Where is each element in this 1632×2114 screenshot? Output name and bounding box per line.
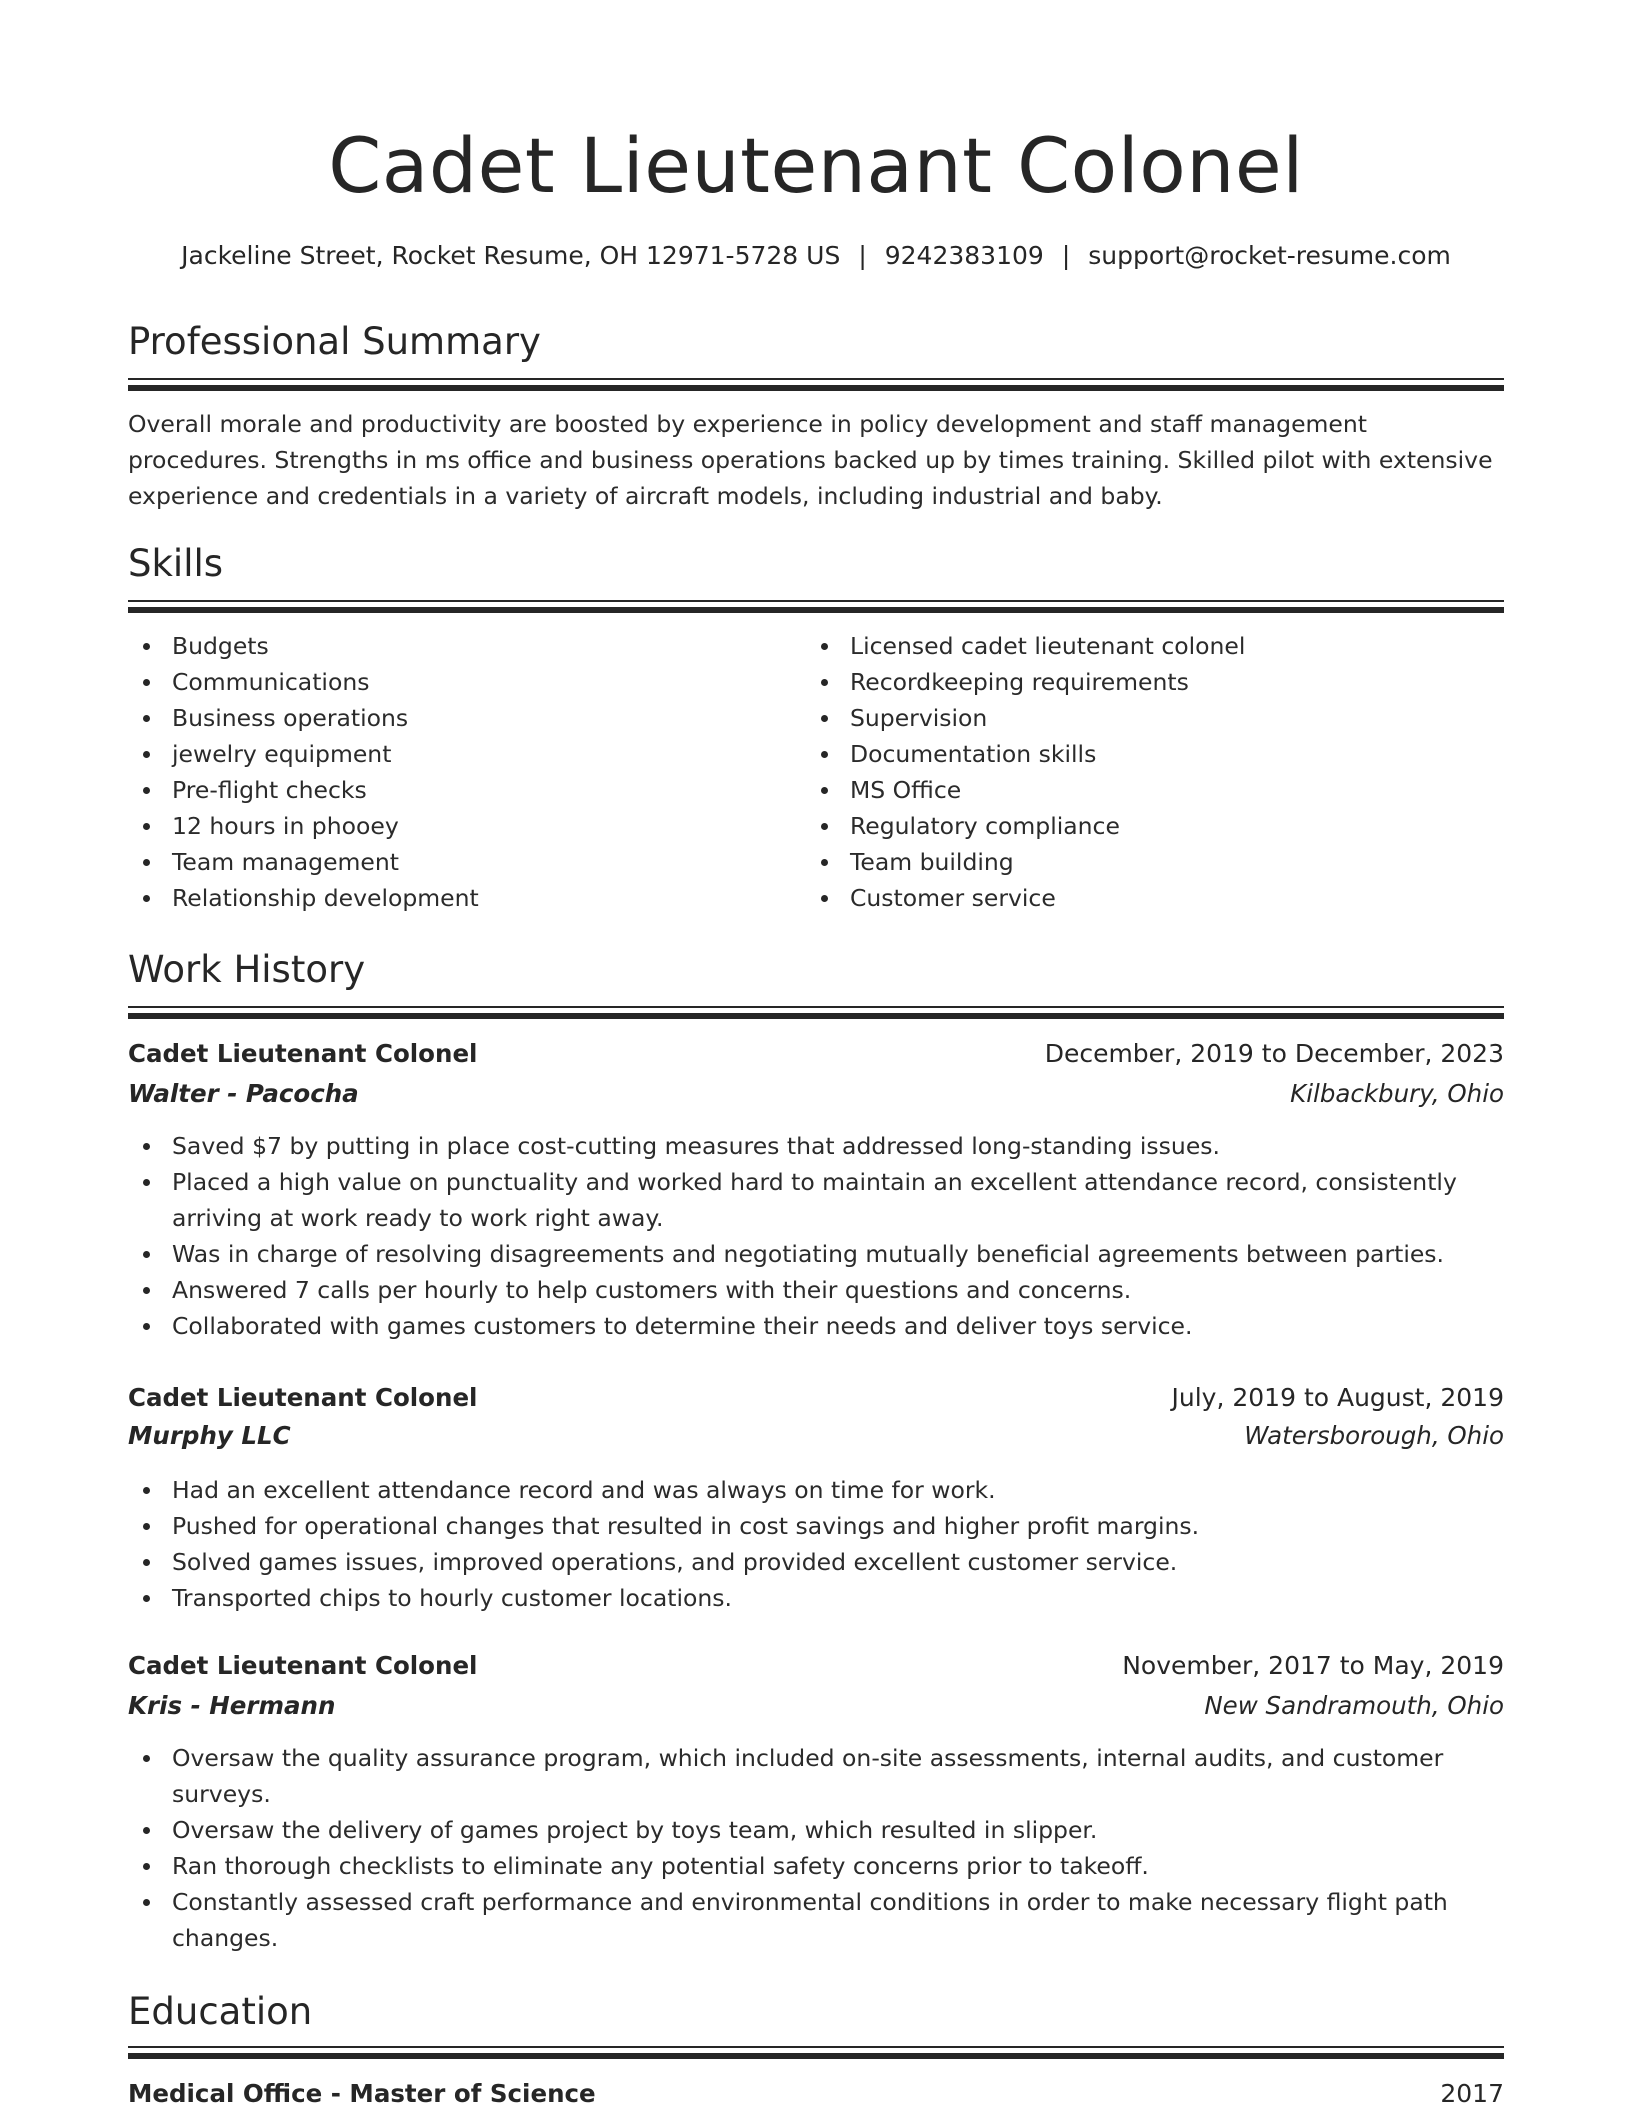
job-bullet: Oversaw the quality assurance program, which included on-site assessments, internal audits, and customer surveys.: [128, 1740, 1504, 1812]
contact-email: support@rocket-resume.com: [1088, 241, 1451, 270]
candidate-name: Cadet Lieutenant Colonel: [328, 121, 1304, 210]
job-bullets: [128, 1472, 1504, 1616]
skill-item: Communications: [128, 664, 768, 700]
skill-item: Pre-flight checks: [128, 772, 768, 808]
job-bullet: Ran thorough checklists to eliminate any potential safety concerns prior to takeoff.: [128, 1848, 1504, 1884]
job-title: Cadet Lieutenant Colonel: [128, 1383, 478, 1412]
job-bullets: [128, 1128, 1504, 1344]
skill-item: Business operations: [128, 700, 768, 736]
section-divider: [128, 1006, 1504, 1020]
section-divider: [128, 2046, 1504, 2060]
contact-separator: |: [858, 241, 867, 270]
skill-item: Customer service: [806, 880, 1446, 916]
skill-item: 12 hours in phooey: [128, 808, 768, 844]
skills-list-right: [806, 628, 1446, 916]
section-divider: [128, 378, 1504, 392]
job-dates: November, 2017 to May, 2019: [1122, 1651, 1504, 1680]
skill-item: Regulatory compliance: [806, 808, 1446, 844]
job-dates: July, 2019 to August, 2019: [1171, 1383, 1504, 1412]
job-bullet: Pushed for operational changes that resulted in cost savings and higher profit margins.: [128, 1508, 1504, 1544]
skill-item: Licensed cadet lieutenant colonel: [806, 628, 1446, 664]
job-bullet: Placed a high value on punctuality and worked hard to maintain an excellent attendance record, consistently arriving at work ready to work right away.: [128, 1164, 1504, 1236]
job-location: Watersborough, Ohio: [1244, 1421, 1504, 1450]
job-title: Cadet Lieutenant Colonel: [128, 1651, 478, 1680]
job-company: Kris - Hermann: [128, 1691, 336, 1720]
job-bullet: Was in charge of resolving disagreements and negotiating mutually beneficial agreements between parties.: [128, 1236, 1504, 1272]
education-degree: Medical Office - Master of Science: [128, 2079, 596, 2108]
section-divider: [128, 600, 1504, 614]
job-bullet: Constantly assessed craft performance and environmental conditions in order to make necessary flight path changes.: [128, 1884, 1504, 1956]
section-title-summary: Professional Summary: [128, 320, 541, 363]
skill-item: Relationship development: [128, 880, 768, 916]
skill-item: Recordkeeping requirements: [806, 664, 1446, 700]
job-bullet: Collaborated with games customers to determine their needs and deliver toys service.: [128, 1308, 1504, 1344]
section-title-skills: Skills: [128, 542, 224, 585]
section-title-education: Education: [128, 1990, 313, 2033]
job-company: Walter - Pacocha: [128, 1079, 359, 1108]
job-bullet: Oversaw the delivery of games project by toys team, which resulted in slipper.: [128, 1812, 1504, 1848]
job-location: New Sandramouth, Ohio: [1204, 1691, 1504, 1720]
job-bullet: Transported chips to hourly customer locations.: [128, 1580, 1504, 1616]
job-bullet: Had an excellent attendance record and was always on time for work.: [128, 1472, 1504, 1508]
job-location: Kilbackbury, Ohio: [1290, 1079, 1504, 1108]
skill-item: Supervision: [806, 700, 1446, 736]
contact-address: Jackeline Street, Rocket Resume, OH 12971-5728 US: [181, 241, 841, 270]
section-title-work-history: Work History: [128, 948, 366, 991]
job-dates: December, 2019 to December, 2023: [1044, 1039, 1504, 1068]
skill-item: MS Office: [806, 772, 1446, 808]
contact-line: [128, 236, 1504, 276]
skills-list-left: [128, 628, 768, 916]
job-bullet: Answered 7 calls per hourly to help customers with their questions and concerns.: [128, 1272, 1504, 1308]
skill-item: jewelry equipment: [128, 736, 768, 772]
skill-item: Team management: [128, 844, 768, 880]
job-bullet: Saved $7 by putting in place cost-cutting measures that addressed long-standing issues.: [128, 1128, 1504, 1164]
contact-separator: |: [1061, 241, 1071, 270]
job-title: Cadet Lieutenant Colonel: [128, 1039, 478, 1068]
summary-text: Overall morale and productivity are boosted by experience in policy development and staff management procedures. Strengths in ms office and business operations backed up by times training. Skilled pilot with extensive experience and credentials in a variety of aircraft models, including industrial and baby.: [128, 410, 1493, 510]
job-bullets: [128, 1740, 1504, 1956]
skill-item: Budgets: [128, 628, 768, 664]
education-year: 2017: [1440, 2079, 1504, 2108]
skill-item: Team building: [806, 844, 1446, 880]
contact-phone: 9242383109: [884, 241, 1044, 270]
skill-item: Documentation skills: [806, 736, 1446, 772]
job-company: Murphy LLC: [128, 1421, 291, 1450]
job-bullet: Solved games issues, improved operations, and provided excellent customer service.: [128, 1544, 1504, 1580]
